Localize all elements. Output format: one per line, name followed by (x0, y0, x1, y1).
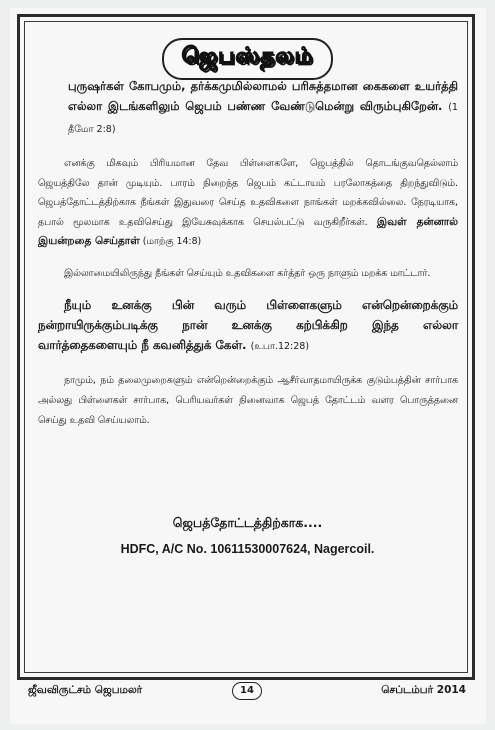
verse-2-text: நீயும் உனக்கு பின் வரும் பிள்ளைகளும் என்றென்றைக்கும் நன்றாயிருக்கும்படிக்கு நான் உனக்கு கற்பிக்கிற இந்த எல்லா வார்த்தைகளையும் நீ கவனித்துக் கேள். (38, 298, 458, 352)
verse-2-reference: (உபா.12:28) (250, 341, 310, 352)
page-number: 14 (232, 682, 262, 700)
body-1-text: எனக்கு மிகவும் பிரியமான தேவ பிள்ளைகளே, ஜெபத்தில் தொடங்குவதெல்லாம் ஜெயத்திலே தான் முடியும். பாரம் நிறைந்த ஜெபம் கட்டாயம் பரலோகத்தை திறந்துவிடும். ஜெபத்தோட்டத்திற்காக நீங்கள் இதுவரை செய்த உதவிகளை நாங்கள் மறக்கவில்லை. நேரடியாக, தபால் மூலமாக உதவிசெய்து இயேசுவுக்காக செயல்பட்டு வருகிறீர்கள். (38, 158, 458, 228)
article-body (38, 76, 458, 431)
page-title: ஜெபஸ்தலம் (162, 38, 334, 80)
verse-1-text: புருஷர்கள் கோபமும், தர்க்கமுமில்லாமல் பரிசுத்தமான கைகளை உயர்த்தி எல்லா இடங்களிலும் ஜெபம் பண்ண வேண்டுமென்று விரும்புகிறேன். (68, 79, 458, 113)
verse-paragraph-2 (38, 295, 458, 357)
body-paragraph-2: இல்லாமையிலிருந்து நீங்கள் செய்யும் உதவிகளை கர்த்தர் ஒரு நாளும் மறக்க மாட்டார். (64, 267, 431, 279)
magazine-name: ஜீவவிருட்சம் ஜெபமலர் (28, 684, 143, 696)
donation-heading: ஜெபத்தோட்டத்திற்காக.... (172, 515, 323, 530)
body-paragraph-3: நாமும், நம் தலைமுறைகளும் என்றென்றைக்கும் ஆசீர்வாதமாயிருக்க குடும்பத்தின் சார்பாக அல்லது பிள்ளைகள் சார்பாக, பெரியவர்கள் நினைவாக ஜெபத் தோட்டம் வளர பொருத்தனை செய்து உதவி செய்யலாம். (38, 375, 458, 426)
body-1-bold-quote: இவள் தன்னால் இயன்றதை செய்தாள் (38, 215, 458, 247)
page-footer (28, 683, 468, 701)
bank-account: HDFC, A/C No. 10611530007624, Nagercoil. (120, 542, 375, 556)
body-paragraph-1 (38, 154, 458, 252)
verse-1-reference: (1 தீமோ 2:8) (68, 102, 458, 135)
body-1-reference: (மாற்கு 14:8) (142, 236, 202, 247)
title-container (0, 38, 495, 80)
issue-date: செப்டம்பர் 2014 (381, 684, 466, 696)
verse-paragraph-1 (68, 76, 458, 140)
